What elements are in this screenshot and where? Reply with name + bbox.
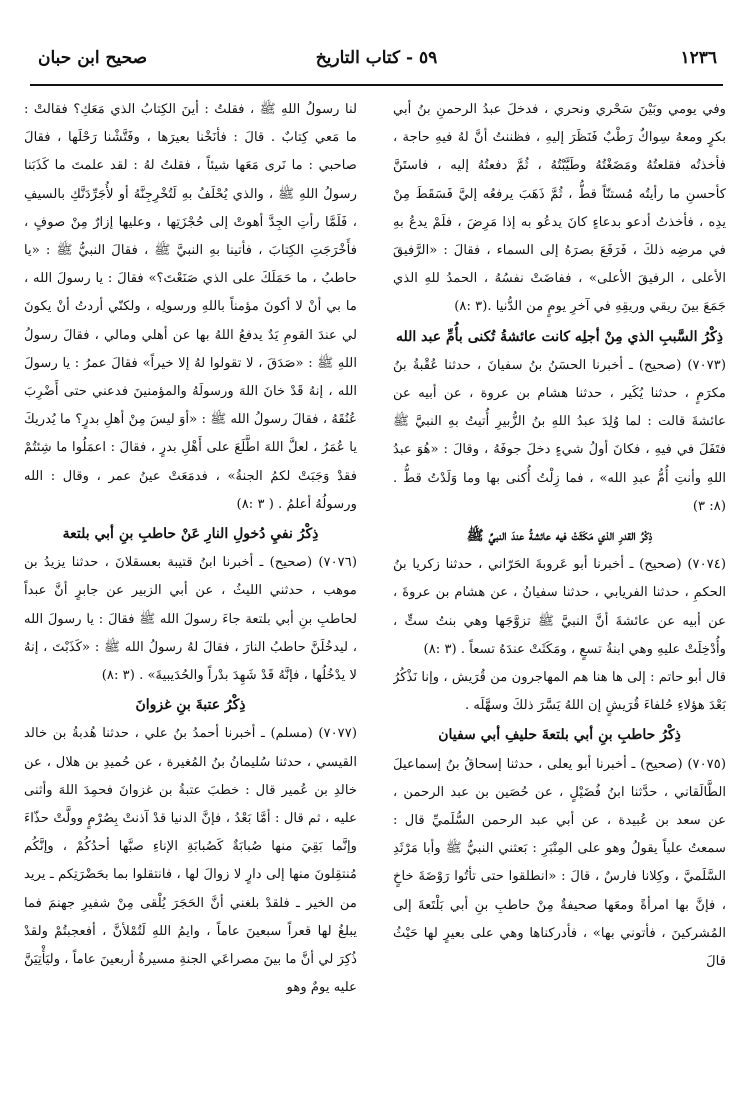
hadith-7074: (٧٠٧٤) (صحيح) ـ أخبرنا أبو عَروبةَ الحَرّاني ، حدثنا زكريا بنُ الحكمِ ، حدثنا الفريابي ، حدثنا سفيانُ ، عن هشام بن عروةَ ، عن أبيه عن عائشةَ أنَّ النبيَّ ﷺ تزوَّجَها وهي بنتُ ستٍّ ، وأُدْخِلَتْ عليهِ وهي ابنةُ تسعٍ ، ومَكَثَتْ عندَهُ تسعاً . (٣ :٨): [393, 557, 726, 657]
paragraph: وفي يومي وبَيْنَ سَحْري ونحري ، فدخلَ عبدُ الرحمنِ بنُ أبي بكرٍ ومعهُ سِواكٌ رَطْبٌ فَنَظَرَ إليهِ ، فظننتُ أنَّ لهُ فيهِ حاجة ، فأخذتُه فقلعتُهُ ومَضَغْتُهُ وطَيَّبْتُهُ ، ثُمَّ دفعتُهُ إليه ، فاستَنَّ كأحسنِ ما رأيتُه مُستنّاً قطُّ ، ثُمَّ ذَهَبَ يرفعُه إليَّ فَسَقَطَ مِنْ يدِه ، فأخذتُ أدعو بدعاءٍ كانَ يدعُو به إذا مَرِضَ ، فلَمْ يدعُ بهِ في مرضِه ذلكَ ، فَرَفَعَ بصرَهُ إلى السماء ، فقالَ : «الرَّفيقَ الأعلى ، الرفيقَ الأعلى» ، ففاضَتْ نفسُهُ ، الحمدُ للهِ الذي جَمَعَ بينَ ريقي وريقِهِ في آخرِ يومٍ من الدُّنيا .(٣ :٨): [393, 102, 726, 315]
hadith-7076: (٧٠٧٦) (صحيح) ـ أخبرنا ابنُ قتيبة بعسقلانَ ، حدثنا يزيدُ بن موهب ، حدثني الليثُ ، عن أبي الزبير عن جابرٍ أنَّ عبداً لحاطبِ بنِ أبي بلتعة جاءَ رسولَ الله ﷺ فقالَ : يا رسولَ الله ، ليدخُلَنَّ حاطبُ النارَ ، فقالَ لهُ رسولُ الله ﷺ : «كَذَبْتَ ، إنهُ لا يدْخُلُها ، فإنَّهُ قَدْ شَهِدَ بدْراً والحُدَيبيةَ» . (٣ :٨): [24, 555, 357, 684]
hadith-7073: (٧٠٧٣) (صحيح) ـ أخبرنا الحسَنُ بنُ سفيانَ ، حدثنا عُقْبةُ بنُ مكرَمٍ ، حدثنا يُكَير ، حدثنا هشام بن عروة ، عن أبيه عن عائشةَ قالت : لما وُلِدَ عبدُ اللهِ بنُ الزُّبيرِ أُتيتُ بهِ النبيَّ ﷺ فتَفَلَ في فيهِ ، فكانَ أولُ شيءٍ دخلَ جوفَهُ ، وقالَ : «هُوَ عبدُ اللهِ وأنتِ أُمُّ عبدِ الله» ، فما زِلْتُ أُكنى بها وما وَلَدْتُ قطُّ . (٨: ٣): [393, 357, 726, 514]
page-number: ١٢٣٦: [680, 48, 717, 68]
book-title: صحيح ابن حبان: [38, 48, 148, 68]
paragraph: قال أبو حاتم : إلى ها هنا هم المهاجرون من قُرَيش ، وإنا نَذْكُرُ بَعْدَ هؤلاءِ حُلفاءَ قُرَيشٍ إن اللهُ يَسَّرَ ذلكَ وسهَّلَه .: [393, 670, 726, 714]
hadith-7077: (٧٠٧٧) (مسلم) ـ أخبرنا أحمدُ بنُ علي ، حدثنا هُدبةُ بن خالد القيسي ، حدثنا سُليمانُ بنُ المُغيرة ، عن حُميدِ بن هلال ، عن خالدِ بن عُمير قال : خطبَ عتبةُ بن غزوانَ فحمِدَ اللهَ وأثنى عليه ، ثم قال : أمَّا بَعْدُ ، فإنَّ الدنيا قدْ آذنتْ بِصُرْمٍ وولَّتْ حذّاءَ وإنَّما بَقِيَ منها صُبابَةٌ كَصُبابَةِ الإناءِ صبَّها أحدُكُمْ ، وإنَّكُم مُنتقِلونَ منها إلى دارٍ لا زوالَ لها ، فانتقلوا بما بحَضْرَتِكم ـ يريد من الخير ـ فلقدْ بلغني أنَّ الحَجَرَ يُلْقى مِنْ شفيرِ جهنمَ فما يبلغُ لها قعراً سبعينَ عاماً ، وايمُ اللهِ لَتُمْلأنَّ ، أفعجبتُمْ ولقدْ ذُكِرَ لي أنَّ ما بينَ مصراعَي الجنةِ مسيرةُ أربعينَ عاماً ، وليَأْتِيَنَّ عليه يومٌ وهو: [24, 726, 357, 996]
chapter-title: ٥٩ - كتاب التاريخ: [315, 48, 438, 68]
section-heading: ذِكْرُ القدرِ الذي مَكَثَتْ فيه عائشةُ عندَ النبيِّ ﷺ: [466, 528, 653, 545]
hadith-7075: (٧٠٧٥) (صحيح) ـ أخبرنا أبو يعلى ، حدثنا إسحاقُ بنُ إسماعيلَ الطَّالَقاني ، حدَّثنا ابنُ فُضَيْلٍ ، عن حُصَين بن عبد الرحمن ، عن سعد بن عُبيدة ، عن أبي عبد الرحمن السُّلَميِّ قال : سمعتُ علياً يقولُ وهو على المِنْبَرِ : بَعثني النبيُّ ﷺ وأبا مَرْثَدِ السَّلَميَّ ، وكِلانا فارسٌ ، قالَ : «انطلقوا حتى تأتُوا رَوْضَةَ خاخٍ ، فإنَّ بها امرأةً ومعَها صحيفةٌ مِنْ حاطبِ بنِ أبي بَلْتَعةَ إلى المُشركينَ ، فأتوني بها» ، فأدركناها وهي على بعيرٍ لها حَيْثُ قالَ: [393, 756, 726, 970]
section-heading: ذِكْرُ السَّببِ الذي مِنْ أجلِه كانت عائشةُ تُكنى بأُمِّ عبد الله: [396, 328, 723, 345]
right-column: [393, 96, 726, 1101]
page-header: [30, 40, 723, 86]
section-heading: ذِكْرُ حاطبِ بنِ أبي بلتعةَ حليفِ أبي سفيان: [438, 727, 681, 744]
left-column: [24, 96, 357, 1101]
section-heading: ذِكْرُ نفيِ دُخولِ النارِ عَنْ حاطبِ بنِ أبي بلتعة: [62, 526, 319, 543]
section-heading: ذِكْرُ عتبةَ بنِ غزوانَ: [135, 697, 246, 714]
paragraph: لنا رسولُ اللهِ ﷺ ، فقلتُ : أينَ الكِتابُ الذي مَعَكِ؟ فقالتْ : ما مَعي كِتابٌ . قالَ : فأنَخْنا بعيرَها ، وفَتَّشْنا رَحْلَها ، فقالَ صاحبي : ما نَرى مَعَها شيئاً ، فقلتُ لهُ : لقد علمتَ ما كَذَبَنا رسولُ اللهِ ﷺ ، والذي يُحْلَفُ بهِ لَتُخْرِجِنَّهُ أو لأُجَرِّدَنَّكِ بالسيفِ ، فَلَمَّا رأتِ الجِدَّ أهوتْ إلى حُجْزَتِها ، وعليها إزارٌ مِنْ صوفٍ ، فأَخْرَجَتِ الكِتابَ ، فأتينا بهِ النبيَّ ﷺ ، فقالَ النبيُّ ﷺ : «يا حاطبُ ، ما حَمَلَكَ على الذي صَنَعْتَ؟» فقالَ : يا رسولَ الله ، ما بي أنْ لا أكونَ مؤمناً باللهِ ورسولِه ، ولكنّي أردتُ أنْ يكونَ لي عندَ القومِ يَدٌ يدفعُ اللهُ بها عن أهلي ومالي ، فقالَ رسولُ اللهِ ﷺ : «صَدَقَ ، لا تقولوا لهُ إلا خيراً» فقالَ عمرُ : يا رسولَ الله ، إنهُ قَدْ خانَ اللهَ ورسولَهُ والمؤمنينَ فدعني حتى أَضْرِبَ عُنُقَهُ ، فقالَ رسولُ الله ﷺ : «أوَ ليسَ مِنْ أهلِ بدرٍ؟ ما يُدريكَ يا عُمَرُ ، لعلَّ اللهَ اطَّلَعَ على أَهْلِ بدرٍ ، فقالَ : اعمَلُوا ما شِئتُمْ فقدْ وَجَبَتْ لكمُ الجنةُ» ، فدمَعَتْ عينُ عمر ، وقال : الله ورسولُهُ أعلمُ . ( ٣ :٨): [24, 102, 357, 512]
